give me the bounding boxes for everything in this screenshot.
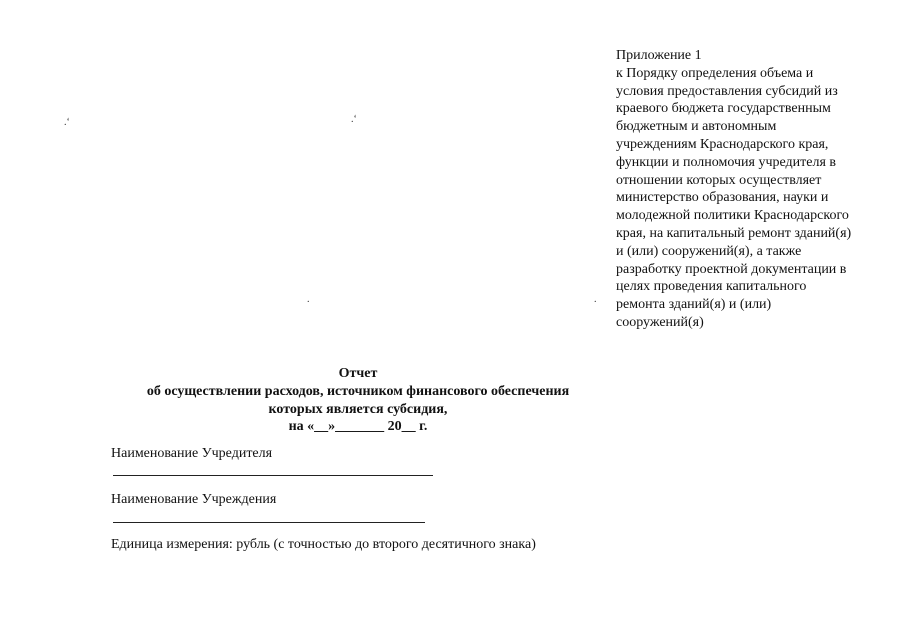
- scan-dot: .: [594, 294, 597, 305]
- scan-mark: .ʻ: [351, 114, 357, 125]
- appendix-line: отношении которых осуществляет: [616, 172, 822, 188]
- report-heading: [90, 365, 626, 436]
- appendix-line: функции и полномочия учредителя в: [616, 154, 837, 170]
- appendix-line: молодежной политики Краснодарского: [616, 208, 849, 224]
- institution-fill-line: [113, 522, 425, 523]
- scan-dot: .: [307, 294, 310, 305]
- appendix-line: целях проведения капитального: [616, 279, 807, 295]
- institution-label: Наименование Учреждения: [111, 492, 277, 507]
- scan-mark: .ʻ: [64, 117, 70, 128]
- appendix-line: сооружений(я): [616, 314, 704, 330]
- appendix-line: края, на капитальный ремонт зданий(я): [616, 225, 852, 241]
- report-subtitle: которых является субсидия,: [268, 401, 448, 417]
- unit-of-measure: Единица измерения: рубль (с точностью до второго десятичного знака): [111, 537, 536, 552]
- report-subtitle: об осуществлении расходов, источником финансового обеспечения: [146, 383, 570, 399]
- appendix-line: Приложение 1: [616, 48, 702, 63]
- appendix-line: условия предоставления субсидий из: [616, 83, 838, 99]
- appendix-line: к Порядку определения объема и: [616, 65, 814, 81]
- appendix-line: ремонта зданий(я) и (или): [616, 297, 772, 313]
- appendix-line: и (или) сооружений(я), а также: [616, 243, 802, 259]
- appendix-line: министерство образования, науки и: [616, 190, 829, 206]
- appendix-line: краевого бюджета государственным: [616, 101, 831, 117]
- founder-fill-line: [113, 475, 433, 476]
- appendix-line: бюджетным и автономным: [616, 119, 777, 135]
- appendix-block: [616, 47, 891, 332]
- report-date-line: на «__»_______ 20__ г.: [288, 419, 428, 435]
- founder-label: Наименование Учредителя: [111, 446, 273, 461]
- report-title: Отчет: [338, 366, 378, 381]
- appendix-line: учреждениям Краснодарского края,: [616, 136, 829, 152]
- appendix-line: разработку проектной документации в: [616, 261, 847, 277]
